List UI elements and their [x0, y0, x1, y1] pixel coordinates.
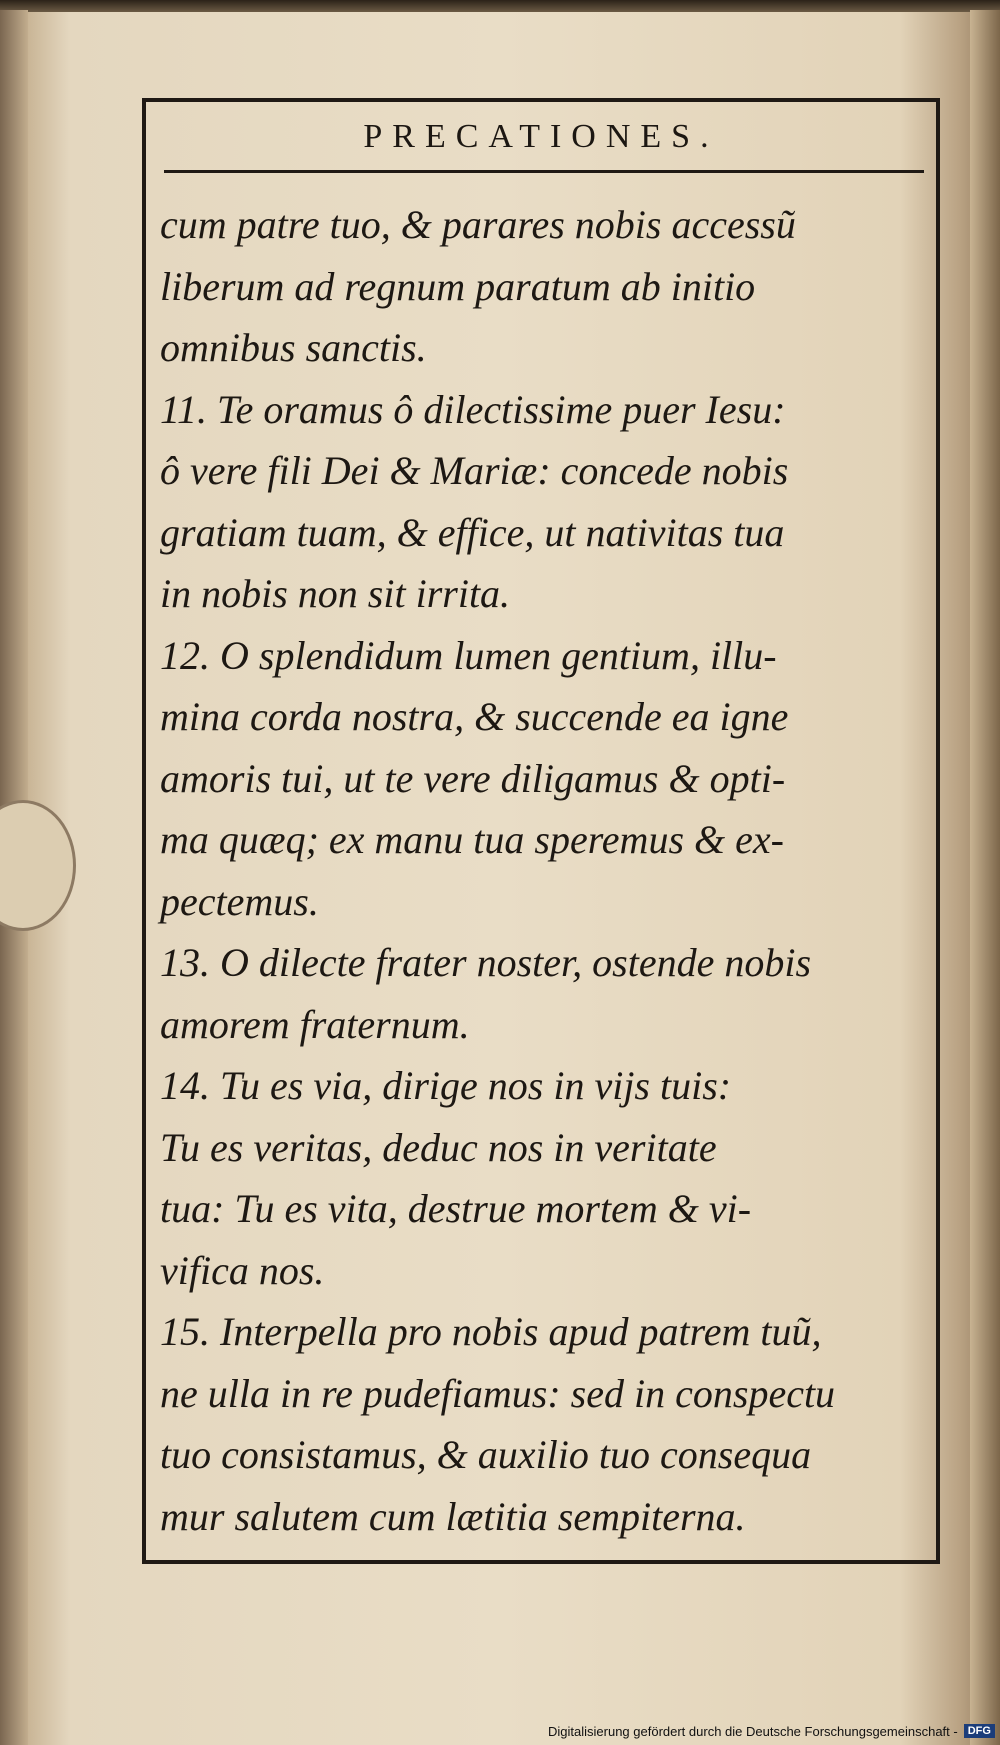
- text-line: 15. Interpella pro nobis apud patrem tuũ,: [160, 1309, 822, 1354]
- text-line: Tu es veritas, deduc nos in veritate: [160, 1124, 717, 1170]
- text-frame: [142, 98, 940, 1564]
- text-line: vifica nos.: [160, 1247, 325, 1293]
- text-line: tua: Tu es vita, destrue mortem & vi-: [160, 1186, 752, 1231]
- page-tab: [0, 800, 76, 931]
- text-line: liberum ad regnum paratum ab initio: [160, 263, 756, 309]
- text-line: ne ulla in re pudefiamus: sed in conspectu: [160, 1370, 836, 1416]
- header-rule: [164, 170, 924, 173]
- text-line: omnibus sanctis.: [160, 325, 427, 370]
- digitization-credit: [548, 1722, 995, 1740]
- text-line: mur salutem cum lætitia sempiterna.: [160, 1493, 746, 1539]
- text-line: pectemus.: [160, 878, 319, 924]
- text-line: ma quæq; ex manu tua speremus & ex-: [160, 817, 784, 862]
- text-line: in nobis non sit irrita.: [160, 571, 511, 616]
- text-line: 13. O dilecte frater noster, ostende nobis: [160, 940, 812, 985]
- running-header: PRECATIONES.: [363, 118, 719, 155]
- text-line: gratiam tuam, & effice, ut nativitas tua: [160, 509, 785, 555]
- book-top-shadow: [0, 0, 1000, 12]
- text-line: 11. Te oramus ô dilectissime puer Iesu:: [160, 386, 786, 432]
- dfg-logo: DFG: [964, 1724, 995, 1738]
- page-right-edge: [970, 10, 1000, 1745]
- credit-text: Digitalisierung gefördert durch die Deutsche Forschungsgemeinschaft -: [548, 1723, 958, 1739]
- text-line: 14. Tu es via, dirige nos in vijs tuis:: [160, 1063, 732, 1108]
- text-line: amorem fraternum.: [160, 1001, 470, 1047]
- text-line: ô vere fili Dei & Mariæ: concede nobis: [160, 448, 789, 493]
- text-line: amoris tui, ut te vere diligamus & opti-: [160, 755, 786, 801]
- text-line: mina corda nostra, & succende ea igne: [160, 694, 789, 739]
- text-line: 12. O splendidum lumen gentium, illu-: [160, 632, 777, 678]
- text-line: cum patre tuo, & parares nobis accessũ: [160, 202, 796, 247]
- text-line: tuo consistamus, & auxilio tuo consequa: [160, 1432, 812, 1477]
- body-text: [160, 194, 930, 1547]
